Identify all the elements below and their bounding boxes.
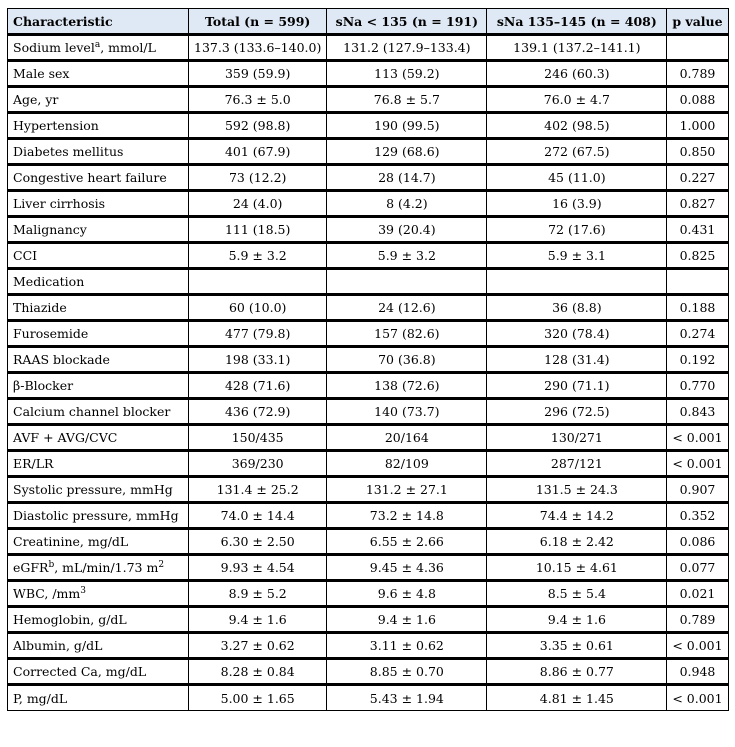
row-label: Hypertension (13, 118, 99, 133)
row-label: Liver cirrhosis (13, 196, 106, 211)
row-label-cell (8, 529, 189, 555)
cell-total: 111 (18.5) (189, 217, 327, 243)
cell-sna-normal: 131.5 ± 24.3 (487, 477, 667, 503)
cell-total (189, 269, 327, 295)
row-label: Malignancy (13, 222, 87, 237)
cell-total: 401 (67.9) (189, 139, 327, 165)
header-p-value: p value (667, 9, 728, 35)
cell-total: 8.28 ± 0.84 (189, 659, 327, 685)
cell-sna-normal (487, 269, 667, 295)
row-label-cell (8, 477, 189, 503)
cell-sna-low: 39 (20.4) (327, 217, 487, 243)
table-row (8, 191, 729, 217)
cell-sna-normal: 246 (60.3) (487, 61, 667, 87)
cell-total: 60 (10.0) (189, 295, 327, 321)
table-row (8, 269, 729, 295)
cell-p-value: 0.850 (667, 139, 728, 165)
cell-sna-low: 3.11 ± 0.62 (327, 633, 487, 659)
cell-sna-low: 131.2 (127.9–133.4) (327, 35, 487, 61)
table-row (8, 347, 729, 373)
table-row (8, 35, 729, 61)
characteristics-table (7, 8, 729, 711)
row-label-cell (8, 321, 189, 347)
row-label-unit-superscript: 2 (158, 559, 165, 570)
table-header-row (8, 9, 729, 35)
cell-sna-low: 73.2 ± 14.8 (327, 503, 487, 529)
table-row (8, 659, 729, 685)
table-row (8, 581, 729, 607)
cell-total: 6.30 ± 2.50 (189, 529, 327, 555)
cell-sna-low: 5.43 ± 1.94 (327, 685, 487, 711)
cell-p-value: 0.789 (667, 61, 728, 87)
cell-p-value: 0.192 (667, 347, 728, 373)
cell-total: 76.3 ± 5.0 (189, 87, 327, 113)
cell-sna-normal: 74.4 ± 14.2 (487, 503, 667, 529)
row-label: β-Blocker (13, 378, 74, 393)
cell-total: 9.93 ± 4.54 (189, 555, 327, 581)
row-label-cell (8, 373, 189, 399)
table-row (8, 321, 729, 347)
table-row (8, 477, 729, 503)
row-label-cell (8, 243, 189, 269)
table-row (8, 139, 729, 165)
cell-total: 477 (79.8) (189, 321, 327, 347)
cell-p-value: 0.088 (667, 87, 728, 113)
cell-p-value: < 0.001 (667, 633, 728, 659)
cell-sna-normal: 8.86 ± 0.77 (487, 659, 667, 685)
table-row (8, 399, 729, 425)
cell-sna-normal: 272 (67.5) (487, 139, 667, 165)
cell-sna-normal: 287/121 (487, 451, 667, 477)
row-label-cell (8, 217, 189, 243)
header-sna-low: sNa < 135 (n = 191) (327, 9, 487, 35)
table-row (8, 373, 729, 399)
cell-p-value: 0.789 (667, 607, 728, 633)
header-characteristic: Characteristic (8, 9, 189, 35)
cell-total: 5.9 ± 3.2 (189, 243, 327, 269)
row-label-cell (8, 633, 189, 659)
cell-total: 369/230 (189, 451, 327, 477)
row-label-cell (8, 451, 189, 477)
cell-sna-low: 129 (68.6) (327, 139, 487, 165)
row-label: Calcium channel blocker (13, 404, 171, 419)
cell-sna-low: 190 (99.5) (327, 113, 487, 139)
row-label-cell (8, 295, 189, 321)
cell-total: 9.4 ± 1.6 (189, 607, 327, 633)
cell-sna-low: 5.9 ± 3.2 (327, 243, 487, 269)
cell-p-value: 0.948 (667, 659, 728, 685)
table-body (8, 35, 729, 711)
cell-p-value: < 0.001 (667, 425, 728, 451)
table-row (8, 503, 729, 529)
row-label: Sodium level (13, 40, 95, 55)
cell-sna-normal: 4.81 ± 1.45 (487, 685, 667, 711)
cell-total: 8.9 ± 5.2 (189, 581, 327, 607)
cell-sna-normal: 10.15 ± 4.61 (487, 555, 667, 581)
cell-p-value: 0.227 (667, 165, 728, 191)
cell-total: 131.4 ± 25.2 (189, 477, 327, 503)
cell-sna-low: 9.4 ± 1.6 (327, 607, 487, 633)
row-label-unit: , mL/min/1.73 m (54, 560, 159, 575)
row-label-cell (8, 35, 189, 61)
cell-total: 592 (98.8) (189, 113, 327, 139)
cell-total: 198 (33.1) (189, 347, 327, 373)
row-label-unit: , mmol/L (100, 40, 156, 55)
cell-total: 24 (4.0) (189, 191, 327, 217)
cell-sna-low: 157 (82.6) (327, 321, 487, 347)
cell-p-value: 0.770 (667, 373, 728, 399)
row-label: eGFR (13, 560, 49, 575)
row-label: Corrected Ca, mg/dL (13, 664, 147, 679)
row-label: WBC, /mm (13, 586, 81, 601)
header-total: Total (n = 599) (189, 9, 327, 35)
table-row (8, 87, 729, 113)
row-label-cell (8, 581, 189, 607)
row-label-superscript: b (48, 559, 55, 570)
cell-sna-low: 76.8 ± 5.7 (327, 87, 487, 113)
cell-sna-normal: 402 (98.5) (487, 113, 667, 139)
cell-p-value: 0.907 (667, 477, 728, 503)
table-row (8, 529, 729, 555)
row-label: Systolic pressure, mmHg (13, 482, 173, 497)
row-label: Albumin, g/dL (13, 638, 103, 653)
cell-sna-low: 28 (14.7) (327, 165, 487, 191)
cell-sna-low: 9.6 ± 4.8 (327, 581, 487, 607)
cell-total: 5.00 ± 1.65 (189, 685, 327, 711)
cell-p-value: 0.827 (667, 191, 728, 217)
cell-total: 3.27 ± 0.62 (189, 633, 327, 659)
table-row (8, 61, 729, 87)
header-sna-normal: sNa 135–145 (n = 408) (487, 9, 667, 35)
row-label: Furosemide (13, 326, 89, 341)
cell-sna-normal: 139.1 (137.2–141.1) (487, 35, 667, 61)
row-label-cell (8, 425, 189, 451)
cell-p-value: < 0.001 (667, 451, 728, 477)
cell-p-value: 0.843 (667, 399, 728, 425)
cell-sna-normal: 45 (11.0) (487, 165, 667, 191)
cell-total: 428 (71.6) (189, 373, 327, 399)
cell-sna-low: 8 (4.2) (327, 191, 487, 217)
row-label: Age, yr (13, 92, 59, 107)
table-row (8, 113, 729, 139)
cell-sna-normal: 6.18 ± 2.42 (487, 529, 667, 555)
cell-sna-low: 82/109 (327, 451, 487, 477)
row-label-cell (8, 269, 189, 295)
cell-sna-normal: 9.4 ± 1.6 (487, 607, 667, 633)
cell-sna-low: 138 (72.6) (327, 373, 487, 399)
cell-total: 150/435 (189, 425, 327, 451)
cell-p-value: 0.431 (667, 217, 728, 243)
cell-sna-low: 24 (12.6) (327, 295, 487, 321)
row-label-cell (8, 503, 189, 529)
cell-sna-normal: 128 (31.4) (487, 347, 667, 373)
row-label: Male sex (13, 66, 70, 81)
table-row (8, 685, 729, 711)
table-row (8, 295, 729, 321)
cell-sna-normal: 290 (71.1) (487, 373, 667, 399)
cell-sna-normal: 16 (3.9) (487, 191, 667, 217)
cell-p-value: 0.188 (667, 295, 728, 321)
cell-sna-low (327, 269, 487, 295)
row-label: Thiazide (13, 300, 67, 315)
row-label: Diabetes mellitus (13, 144, 124, 159)
row-label-cell (8, 555, 189, 581)
row-label: ER/LR (13, 456, 54, 471)
cell-sna-low: 113 (59.2) (327, 61, 487, 87)
cell-total: 74.0 ± 14.4 (189, 503, 327, 529)
cell-total: 137.3 (133.6–140.0) (189, 35, 327, 61)
cell-sna-low: 140 (73.7) (327, 399, 487, 425)
cell-sna-low: 70 (36.8) (327, 347, 487, 373)
cell-sna-normal: 296 (72.5) (487, 399, 667, 425)
row-label-cell (8, 607, 189, 633)
cell-p-value: < 0.001 (667, 685, 728, 711)
cell-sna-normal: 8.5 ± 5.4 (487, 581, 667, 607)
cell-sna-normal: 130/271 (487, 425, 667, 451)
table-row (8, 607, 729, 633)
cell-p-value (667, 269, 728, 295)
row-label-superscript: 3 (80, 585, 86, 596)
row-label: P, mg/dL (13, 690, 68, 706)
cell-p-value: 0.352 (667, 503, 728, 529)
row-label-cell (8, 139, 189, 165)
table-row (8, 243, 729, 269)
cell-sna-normal: 3.35 ± 0.61 (487, 633, 667, 659)
row-label: Medication (13, 274, 85, 289)
row-label-cell (8, 113, 189, 139)
row-label: CCI (13, 248, 38, 263)
cell-sna-normal: 36 (8.8) (487, 295, 667, 321)
row-label-cell (8, 191, 189, 217)
row-label-cell (8, 165, 189, 191)
row-label-superscript: a (94, 39, 101, 50)
row-label-cell (8, 61, 189, 87)
table-row (8, 633, 729, 659)
table-row (8, 165, 729, 191)
row-label: Diastolic pressure, mmHg (13, 508, 179, 523)
row-label: Hemoglobin, g/dL (13, 612, 127, 627)
table-row (8, 555, 729, 581)
row-label: Congestive heart failure (13, 170, 167, 185)
cell-sna-low: 20/164 (327, 425, 487, 451)
cell-sna-normal: 320 (78.4) (487, 321, 667, 347)
cell-sna-normal: 72 (17.6) (487, 217, 667, 243)
cell-p-value: 0.274 (667, 321, 728, 347)
table-row (8, 425, 729, 451)
row-label-cell (8, 685, 189, 711)
cell-p-value (667, 35, 728, 61)
cell-p-value: 0.021 (667, 581, 728, 607)
row-label: Creatinine, mg/dL (13, 534, 129, 549)
row-label-cell (8, 347, 189, 373)
cell-total: 359 (59.9) (189, 61, 327, 87)
table-row (8, 451, 729, 477)
table-row (8, 217, 729, 243)
cell-p-value: 1.000 (667, 113, 728, 139)
cell-p-value: 0.825 (667, 243, 728, 269)
cell-total: 436 (72.9) (189, 399, 327, 425)
cell-sna-normal: 5.9 ± 3.1 (487, 243, 667, 269)
cell-sna-low: 9.45 ± 4.36 (327, 555, 487, 581)
cell-sna-low: 8.85 ± 0.70 (327, 659, 487, 685)
cell-total: 73 (12.2) (189, 165, 327, 191)
row-label: AVF + AVG/CVC (13, 430, 118, 445)
cell-sna-low: 6.55 ± 2.66 (327, 529, 487, 555)
cell-p-value: 0.077 (667, 555, 728, 581)
cell-p-value: 0.086 (667, 529, 728, 555)
row-label: RAAS blockade (13, 352, 110, 367)
row-label-cell (8, 87, 189, 113)
cell-sna-low: 131.2 ± 27.1 (327, 477, 487, 503)
row-label-cell (8, 659, 189, 685)
cell-sna-normal: 76.0 ± 4.7 (487, 87, 667, 113)
row-label-cell (8, 399, 189, 425)
